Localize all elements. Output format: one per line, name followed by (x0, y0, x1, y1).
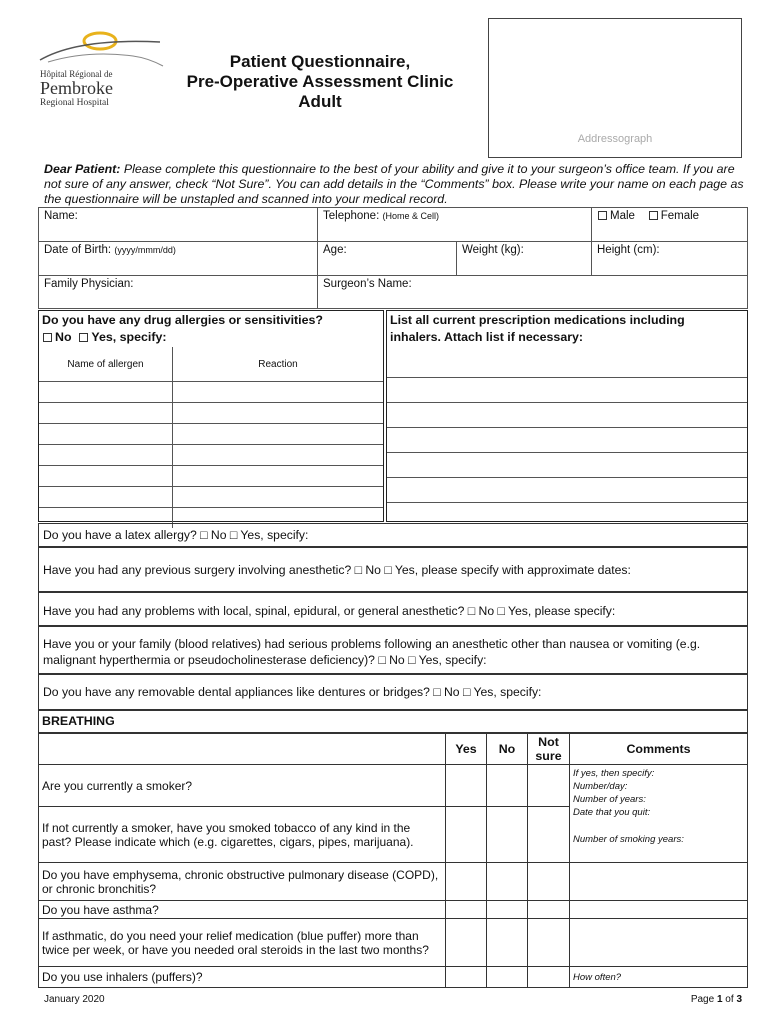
no-cell[interactable] (487, 863, 528, 901)
family-anesthetic-question[interactable]: Have you or your family (blood relatives) had serious problems following an anesthetic other than nausea or vomiting (e.g. malignant hyperthermia or pseudocholinesterase deficiency)? □ No □ Yes, specify: (38, 626, 748, 674)
allergen-cell[interactable] (39, 445, 173, 466)
logo-swoosh-icon (38, 28, 168, 68)
title-line1: Patient Questionnaire, (229, 52, 411, 71)
smoking-comments[interactable]: If yes, then specify: Number/day: Number of years: Date that you quit: Number of smoking years: (570, 765, 748, 863)
relief-medication-question: If asthmatic, do you need your relief medication (blue puffer) more than twice per week, or have you needed oral steroids in the last two months? (39, 919, 446, 967)
anesthetic-problems-question[interactable]: Have you had any problems with local, spinal, epidural, or general anesthetic? □ No □ Yes, please specify: (38, 592, 748, 626)
no-cell[interactable] (487, 967, 528, 988)
asthma-question: Do you have asthma? (39, 901, 446, 919)
not-sure-header: Not sure (528, 734, 570, 765)
yes-cell[interactable] (446, 863, 487, 901)
allergen-cell[interactable] (39, 487, 173, 508)
not-sure-cell[interactable] (528, 807, 570, 863)
breathing-table (38, 733, 748, 988)
comment-cell[interactable] (570, 863, 748, 901)
yes-cell[interactable] (446, 807, 487, 863)
allergen-cell[interactable] (39, 466, 173, 487)
allergy-no-checkbox[interactable] (43, 333, 52, 342)
intro-text (44, 162, 744, 207)
logo-line2: Pembroke (40, 78, 113, 98)
female-checkbox[interactable] (649, 211, 658, 220)
intro-lead: Dear Patient: (44, 162, 121, 176)
reaction-cell[interactable] (173, 424, 384, 445)
title-line2: Pre-Operative Assessment Clinic (186, 72, 454, 91)
comment-cell[interactable] (570, 919, 748, 967)
yes-header: Yes (446, 734, 487, 765)
telephone-field[interactable]: Telephone: (Home & Cell) (318, 208, 592, 242)
logo-line3: Regional Hospital (40, 98, 109, 108)
smoker-question: Are you currently a smoker? (39, 765, 446, 807)
male-checkbox[interactable] (598, 211, 607, 220)
no-cell[interactable] (487, 919, 528, 967)
no-cell[interactable] (487, 765, 528, 807)
allergies-question: Do you have any drug allergies or sensitivities? No Yes, specify: (42, 313, 323, 344)
breathing-section-title: BREATHING (38, 710, 748, 733)
logo-line1: Hôpital Régional de (40, 69, 113, 79)
patient-info-table (38, 207, 748, 309)
yes-cell[interactable] (446, 919, 487, 967)
no-header: No (487, 734, 528, 765)
comment-cell[interactable] (570, 901, 748, 919)
physician-field[interactable]: Family Physician: (39, 276, 318, 309)
title-line3: Adult (298, 92, 342, 111)
addressograph-box (488, 18, 742, 158)
reaction-header: Reaction (173, 347, 384, 382)
addressograph-label: Addressograph (577, 133, 653, 145)
reaction-cell[interactable] (173, 466, 384, 487)
page-title (170, 52, 470, 112)
reaction-cell[interactable] (173, 382, 384, 403)
comments-header: Comments (570, 734, 748, 765)
dental-question[interactable]: Do you have any removable dental appliances like dentures or bridges? □ No □ Yes, specify: (38, 674, 748, 710)
allergen-cell[interactable] (39, 403, 173, 424)
allergy-table (39, 347, 383, 528)
name-field[interactable]: Name: (39, 208, 318, 242)
not-sure-cell[interactable] (528, 967, 570, 988)
not-sure-cell[interactable] (528, 919, 570, 967)
reaction-cell[interactable] (173, 403, 384, 424)
latex-question[interactable]: Do you have a latex allergy? □ No □ Yes, specify: (38, 523, 748, 547)
not-sure-cell[interactable] (528, 765, 570, 807)
medications-box (386, 310, 748, 522)
allergy-yes-checkbox[interactable] (79, 333, 88, 342)
yes-cell[interactable] (446, 967, 487, 988)
past-smoker-question: If not currently a smoker, have you smoked tobacco of any kind in the past? Please indicate which (e.g. cigarettes, cigars, pipes, marijuana). (39, 807, 446, 863)
no-cell[interactable] (487, 807, 528, 863)
age-field[interactable]: Age: (318, 242, 457, 276)
dob-field[interactable]: Date of Birth: (yyyy/mmm/dd) (39, 242, 318, 276)
medications-question: List all current prescription medications including inhalers. Attach list if necessary: (390, 313, 685, 344)
inhalers-question: Do you use inhalers (puffers)? (39, 967, 446, 988)
allergen-header: Name of allergen (67, 358, 144, 370)
allergies-meds-section (38, 310, 748, 522)
footer-date: January 2020 (44, 994, 105, 1005)
surgeon-field[interactable]: Surgeon’s Name: (318, 276, 748, 309)
allergen-cell[interactable] (39, 424, 173, 445)
not-sure-cell[interactable] (528, 901, 570, 919)
allergies-box (38, 310, 384, 522)
reaction-cell[interactable] (173, 487, 384, 508)
height-field[interactable]: Height (cm): (592, 242, 748, 276)
sex-field[interactable]: Male Female (592, 208, 748, 242)
inhaler-comments[interactable]: How often? (570, 967, 748, 988)
no-cell[interactable] (487, 901, 528, 919)
not-sure-cell[interactable] (528, 863, 570, 901)
page-number: Page 1 of 3 (690, 994, 742, 1005)
reaction-cell[interactable] (173, 445, 384, 466)
yes-cell[interactable] (446, 901, 487, 919)
allergen-cell[interactable] (39, 382, 173, 403)
hospital-logo (38, 28, 168, 113)
intro-body: Please complete this questionnaire to the best of your ability and give it to your surgeon’s office team. If you are not sure of any answer, check “Not Sure”. You can add details in the “Comments” box. Please write your name on each page as the questionnaire will be unstapled and scanned into your medical record. (44, 162, 744, 206)
weight-field[interactable]: Weight (kg): (457, 242, 592, 276)
question-header (39, 734, 446, 765)
medication-lines[interactable] (387, 377, 747, 527)
surgery-question[interactable]: Have you had any previous surgery involving anesthetic? □ No □ Yes, please specify with approximate dates: (38, 547, 748, 592)
copd-question: Do you have emphysema, chronic obstructive pulmonary disease (COPD), or chronic bronchitis? (39, 863, 446, 901)
yes-cell[interactable] (446, 765, 487, 807)
